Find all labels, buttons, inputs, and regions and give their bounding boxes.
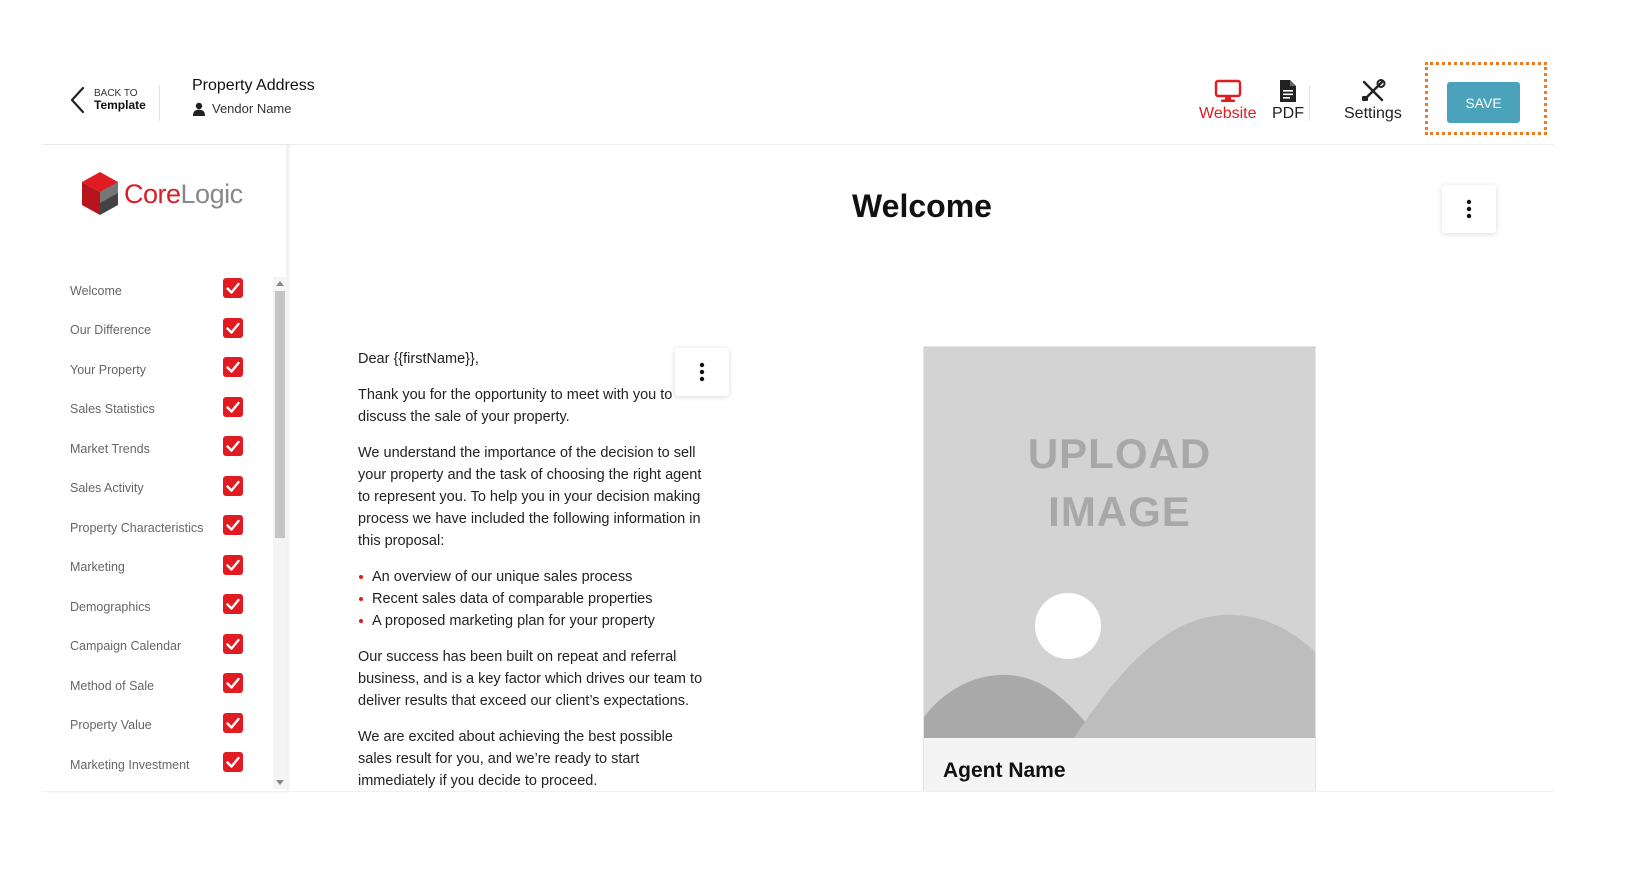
more-vertical-icon <box>699 362 705 382</box>
top-header <box>42 55 1554 145</box>
checkmark-icon <box>223 594 243 614</box>
section-label: Method of Sale <box>70 678 155 693</box>
section-item[interactable] <box>42 745 272 785</box>
page-options-button[interactable] <box>1442 185 1496 233</box>
section-checkbox[interactable] <box>223 278 243 298</box>
user-icon <box>192 102 206 116</box>
save-button[interactable]: SAVE <box>1447 82 1520 123</box>
letter-paragraph: Our success has been built on repeat and referral business, and is a key factor which drives our team to deliver results that exceed our client’s expectations. <box>358 649 703 709</box>
letter-greeting: Dear {{firstName}}, <box>358 351 479 367</box>
upload-text-line1: UPLOAD <box>1027 430 1212 477</box>
section-checkbox[interactable] <box>223 397 243 417</box>
sections-list <box>42 271 272 785</box>
section-item[interactable] <box>42 271 272 311</box>
bottom-border <box>42 791 1554 792</box>
section-label: Property Characteristics <box>70 520 204 535</box>
header-divider <box>159 85 160 121</box>
checkmark-icon <box>223 476 243 496</box>
corelogic-cube-icon <box>80 171 120 217</box>
welcome-letter[interactable] <box>358 348 708 792</box>
more-vertical-icon <box>1466 199 1472 219</box>
section-item[interactable] <box>42 429 272 469</box>
settings-label: Settings <box>1344 105 1402 122</box>
section-label: Your Property <box>70 362 146 377</box>
property-info <box>192 77 315 116</box>
image-placeholder-icon <box>924 347 1315 738</box>
logo-core-text: Core <box>124 178 181 209</box>
property-address: Property Address <box>192 77 315 94</box>
vendor-name: Vendor Name <box>212 101 292 116</box>
section-label: Property Value <box>70 718 152 733</box>
letter-paragraph: Thank you for the opportunity to meet with you to discuss the sale of your property. <box>358 387 673 425</box>
section-label: Campaign Calendar <box>70 639 182 654</box>
section-item[interactable] <box>42 469 272 509</box>
checkmark-icon <box>223 555 243 575</box>
settings-button[interactable] <box>1344 79 1402 123</box>
letter-bullet: A proposed marketing plan for your property <box>358 610 708 632</box>
section-checkbox[interactable] <box>223 515 243 535</box>
section-checkbox[interactable] <box>223 634 243 654</box>
logo-logic-text: Logic <box>180 178 243 209</box>
letter-bullet: An overview of our unique sales process <box>358 566 708 588</box>
section-label: Our Difference <box>70 323 152 338</box>
checkmark-icon <box>223 318 243 338</box>
scrollbar-thumb[interactable] <box>275 291 285 538</box>
section-item[interactable] <box>42 548 272 588</box>
website-label: Website <box>1199 105 1257 122</box>
checkmark-icon <box>223 634 243 654</box>
checkmark-icon <box>223 752 243 772</box>
section-label: Sales Activity <box>70 481 144 496</box>
document-icon <box>1278 79 1298 103</box>
pdf-label: PDF <box>1272 105 1304 122</box>
section-item[interactable] <box>42 587 272 627</box>
scroll-down-arrow-icon[interactable] <box>276 780 284 785</box>
section-item[interactable] <box>42 627 272 667</box>
section-checkbox[interactable] <box>223 555 243 575</box>
letter-paragraph: We understand the importance of the decision to sell your property and the task of choosing the right agent to represent you. To help you in your decision making process we have included the following information in this proposal: <box>358 445 702 549</box>
section-item[interactable] <box>42 311 272 351</box>
scroll-up-arrow-icon[interactable] <box>276 281 284 286</box>
checkmark-icon <box>223 278 243 298</box>
checkmark-icon <box>223 515 243 535</box>
monitor-icon <box>1214 79 1242 103</box>
section-checkbox[interactable] <box>223 713 243 733</box>
upload-image-placeholder[interactable] <box>924 347 1315 738</box>
section-label: Marketing Investment <box>70 757 190 772</box>
checkmark-icon <box>223 713 243 733</box>
checkmark-icon <box>223 357 243 377</box>
corelogic-logo <box>80 171 243 217</box>
section-checkbox[interactable] <box>223 436 243 456</box>
template-label: Template <box>94 97 146 112</box>
section-checkbox[interactable] <box>223 318 243 338</box>
agent-card <box>923 346 1316 792</box>
section-item[interactable] <box>42 706 272 746</box>
agent-name[interactable]: Agent Name <box>943 759 1066 782</box>
section-checkbox[interactable] <box>223 594 243 614</box>
sidebar-scrollbar[interactable] <box>273 277 287 789</box>
section-label: Sales Statistics <box>70 402 155 417</box>
section-checkbox[interactable] <box>223 476 243 496</box>
header-divider-2 <box>1309 85 1310 121</box>
upload-text-line2: IMAGE <box>1048 488 1191 535</box>
section-checkbox[interactable] <box>223 752 243 772</box>
checkmark-icon <box>223 673 243 693</box>
section-label: Market Trends <box>70 441 150 456</box>
vendor-info <box>192 101 315 116</box>
section-label: Marketing <box>70 560 125 575</box>
section-checkbox[interactable] <box>223 673 243 693</box>
chevron-left-icon <box>68 85 88 115</box>
section-item[interactable] <box>42 666 272 706</box>
back-to-template-button[interactable] <box>68 85 146 115</box>
page-preview <box>290 145 1554 792</box>
checkmark-icon <box>223 436 243 456</box>
letter-paragraph: We are excited about achieving the best possible sales result for you, and we’re ready to start immediately if you decide to proceed. <box>358 729 673 789</box>
section-item[interactable] <box>42 350 272 390</box>
letter-bullet-list <box>358 566 708 632</box>
sections-sidebar <box>42 145 287 792</box>
section-label: Welcome <box>70 283 122 298</box>
letter-bullet: Recent sales data of comparable properties <box>358 588 708 610</box>
pdf-view-button[interactable] <box>1272 79 1304 123</box>
back-to-label: BACK TO <box>94 87 138 99</box>
section-item[interactable] <box>42 390 272 430</box>
section-checkbox[interactable] <box>223 357 243 377</box>
website-view-button[interactable] <box>1199 79 1257 123</box>
section-label: Demographics <box>70 599 151 614</box>
letter-options-button[interactable] <box>675 348 729 396</box>
checkmark-icon <box>223 397 243 417</box>
section-item[interactable] <box>42 508 272 548</box>
page-title: Welcome <box>852 188 992 224</box>
tools-icon <box>1360 79 1386 103</box>
